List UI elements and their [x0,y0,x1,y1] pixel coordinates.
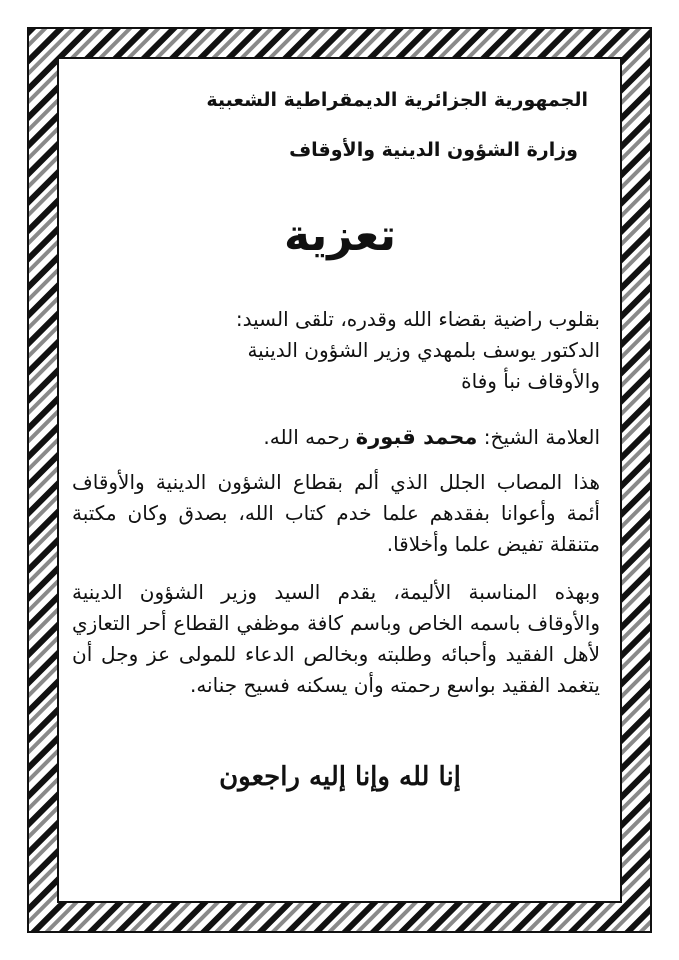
paragraph-1: هذا المصاب الجلل الذي ألم بقطاع الشؤون الدينية والأوقاف أئمة وأعوانا بفقدهم علما خدم كتاب الله، بصدق وكان مكتبة متنقلة تفيض علما وأخلاقا. [72,470,600,556]
document-content [62,62,618,900]
closing-verse: إنا لله وإنا إليه راجعون [219,762,461,792]
header-republic: الجمهورية الجزائرية الديمقراطية الشعبية [206,89,588,111]
deceased-name: محمد قبورة [355,425,478,449]
deceased-line [72,422,600,453]
intro-line: بقلوب راضية بقضاء الله وقدره، تلقى السيد: [235,307,600,331]
intro-paragraph [72,304,600,397]
header-ministry: وزارة الشؤون الدينية والأوقاف [289,139,578,161]
deceased-prefix: العلامة الشيخ: [483,425,600,449]
intro-line: والأوقاف نبأ وفاة [461,369,600,393]
intro-line: الدكتور يوسف بلمهدي وزير الشؤون الدينية [247,338,600,362]
deceased-suffix: رحمه الله. [263,425,350,449]
paragraph-2: وبهذه المناسبة الأليمة، يقدم السيد وزير الشؤون الدينية والأوقاف باسمه الخاص وباسم كافة موظفي القطاع أحر التعازي لأهل الفقيد وأحبائه وطلبته وبخالص الدعاء للمولى عز وجل أن يتغمد الفقيد بواسع رحمته وأن يسكنه فسيح جنانه. [72,580,600,697]
document-title: تعزية [284,210,396,261]
